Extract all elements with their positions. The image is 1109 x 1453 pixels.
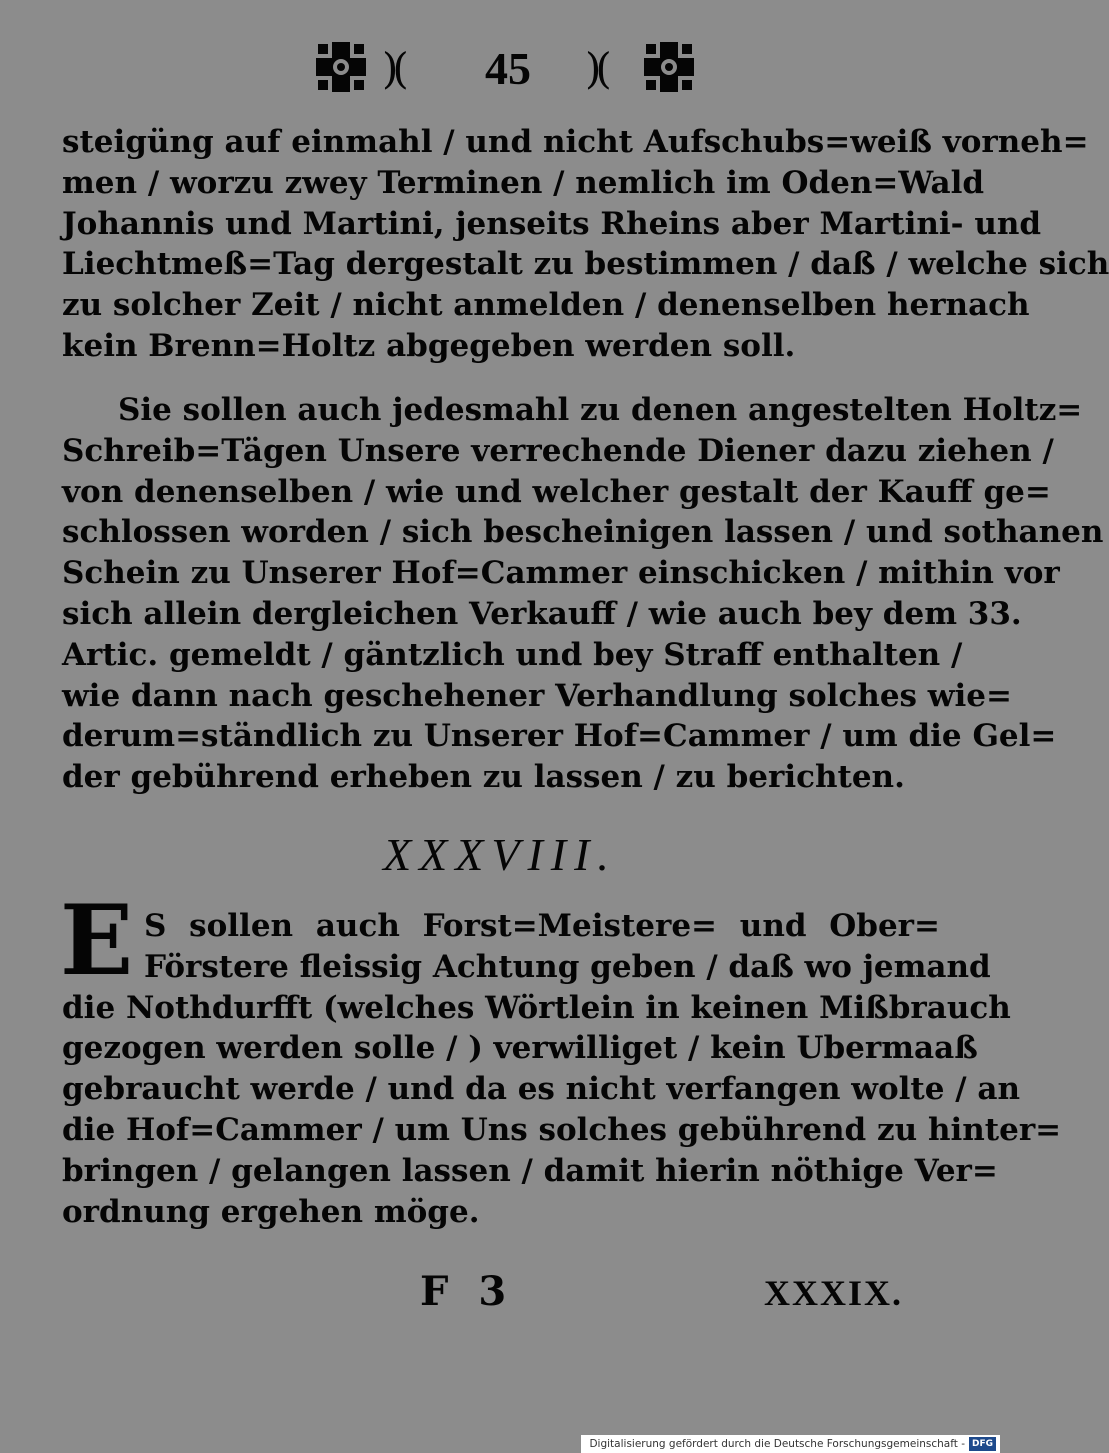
- printer-ornament-left-icon: [312, 38, 370, 96]
- text-line: die Nothdurfft (welches Wörtlein in keinen Mißbrauch: [62, 989, 1011, 1026]
- text-line: der gebührend erheben zu lassen / zu berichten.: [62, 759, 905, 796]
- text-line: men / worzu zwey Terminen / nemlich im Oden=Wald: [62, 164, 985, 201]
- text-line: steigüng auf einmahl / und nicht Aufschubs=weiß vorneh=: [62, 124, 1089, 160]
- brace-right: )(: [585, 44, 606, 93]
- paragraph-article-xxxviii: [62, 906, 1062, 1232]
- text-line: Artic. gemeldt / gäntzlich und bey Straff enthalten /: [62, 636, 963, 673]
- text-line: Schein zu Unserer Hof=Cammer einschicken / mithin vor: [62, 555, 1060, 592]
- text-line: schlossen worden / sich bescheinigen lassen / und sothanen: [62, 514, 1104, 551]
- text-line: wie dann nach geschehener Verhandlung solches wie=: [62, 677, 1012, 714]
- credit-text: Digitalisierung gefördert durch die Deutsche Forschungsgemeinschaft -: [589, 1438, 965, 1450]
- page-number: 45: [485, 43, 531, 94]
- text-line: Förstere fleissig Achtung geben / daß wo jemand: [144, 948, 991, 985]
- printer-ornament-right-icon: [640, 38, 698, 96]
- catchword: XXXIX.: [764, 1273, 904, 1313]
- paragraph-continued: [62, 122, 1109, 367]
- signature-mark: F 3: [420, 1268, 515, 1315]
- text-line: kein Brenn=Holtz abgegeben werden soll.: [62, 327, 796, 364]
- text-line: Schreib=Tägen Unsere verrechende Diener dazu ziehen /: [62, 432, 1054, 469]
- text-line: die Hof=Cammer / um Uns solches gebührend zu hinter=: [62, 1111, 1062, 1148]
- section-heading: XXXVIII.: [383, 829, 617, 880]
- digitization-credit: [581, 1435, 1000, 1453]
- text-line: S sollen auch Forst=Meistere= und Ober=: [144, 908, 940, 944]
- text-line: ordnung ergehen möge.: [62, 1193, 480, 1230]
- drop-cap: E: [60, 884, 134, 997]
- text-line: Sie sollen auch jedesmahl zu denen angestelten Holtz=: [118, 392, 1083, 428]
- dfg-logo-icon: DFG: [969, 1437, 996, 1451]
- brace-left: )(: [382, 44, 403, 93]
- text-line: derum=ständlich zu Unserer Hof=Cammer / um die Gel=: [62, 718, 1057, 755]
- text-line: zu solcher Zeit / nicht anmelden / denenselben hernach: [62, 287, 1030, 324]
- text-line: gebraucht werde / und da es nicht verfangen wolte / an: [62, 1071, 1020, 1108]
- text-line: sich allein dergleichen Verkauff / wie auch bey dem 33.: [62, 595, 1022, 632]
- paragraph-holtz-schreib-tage: [62, 390, 1104, 798]
- text-line: Liechtmeß=Tag dergestalt zu bestimmen / daß / welche sich: [62, 246, 1109, 283]
- text-line: bringen / gelangen lassen / damit hierin nöthige Ver=: [62, 1152, 998, 1189]
- text-line: von denenselben / wie und welcher gestalt der Kauff ge=: [62, 473, 1051, 510]
- text-line: gezogen werden solle / ) verwilliget / kein Ubermaaß: [62, 1030, 978, 1067]
- text-line: Johannis und Martini, jenseits Rheins aber Martini- und: [62, 205, 1042, 242]
- page-header: [0, 30, 1000, 110]
